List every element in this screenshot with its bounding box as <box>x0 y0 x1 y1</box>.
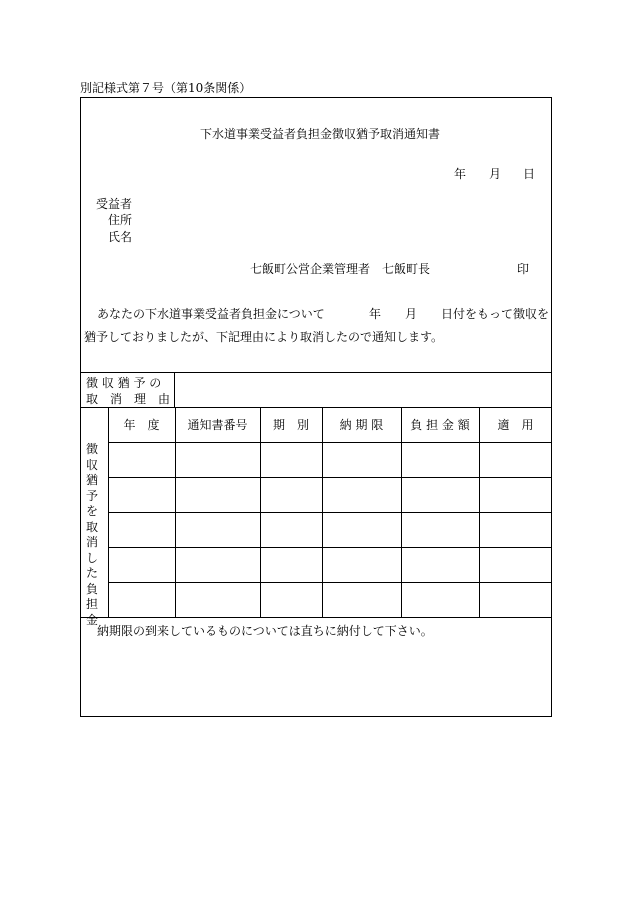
table-col-rule <box>479 407 480 617</box>
body-month: 月 <box>405 307 418 321</box>
table-col-rule <box>322 407 323 617</box>
reason-top-rule <box>80 372 552 373</box>
column-header-installment: 期 別 <box>272 418 309 432</box>
reason-divider <box>174 372 175 407</box>
issuer-title: 七飯町公営企業管理者 七飯町長 <box>250 262 431 276</box>
column-header-fiscal-year: 年 度 <box>123 418 160 432</box>
seal-mark: 印 <box>517 262 530 276</box>
payment-note: 納期限の到来しているものについては直ちに納付して下さい。 <box>97 624 433 638</box>
document-title: 下水道事業受益者負担金徴収猶予取消通知書 <box>200 127 441 141</box>
recipient-name-label: 氏名 <box>108 230 133 244</box>
table-col-rule <box>260 407 261 617</box>
column-header-due-date: 納 期 限 <box>339 418 384 432</box>
column-header-amount: 負 担 金 額 <box>410 418 470 432</box>
body-line-1-end: 日付をもって徴収を <box>441 307 550 321</box>
table-col-rule <box>401 407 402 617</box>
date-day: 日 <box>523 167 536 181</box>
date-year: 年 <box>454 167 467 181</box>
table-top-rule <box>80 407 552 408</box>
table-bottom-rule <box>80 617 552 618</box>
column-header-remarks: 適 用 <box>497 418 534 432</box>
table-col-rule <box>175 407 176 617</box>
body-line-2: 猶予しておりましたが、下記理由により取消したので通知します。 <box>84 330 444 344</box>
table-side-label: 徴収猶予を取消した負担金 <box>85 442 98 627</box>
reason-label-line-1: 徴 収 猶 予 の <box>86 376 162 390</box>
body-line-1: あなたの下水道事業受益者負担金について <box>97 307 325 321</box>
recipient-address-label: 住所 <box>108 213 133 227</box>
recipient-label: 受益者 <box>96 197 133 211</box>
body-year: 年 <box>369 307 382 321</box>
date-month: 月 <box>489 167 502 181</box>
reason-label-line-2: 取 消 理 由 <box>86 392 171 406</box>
column-header-notice-number: 通知書番号 <box>187 418 248 432</box>
form-number-label: 別記様式第７号（第10条関係） <box>80 81 252 95</box>
table-col-rule <box>108 407 109 617</box>
